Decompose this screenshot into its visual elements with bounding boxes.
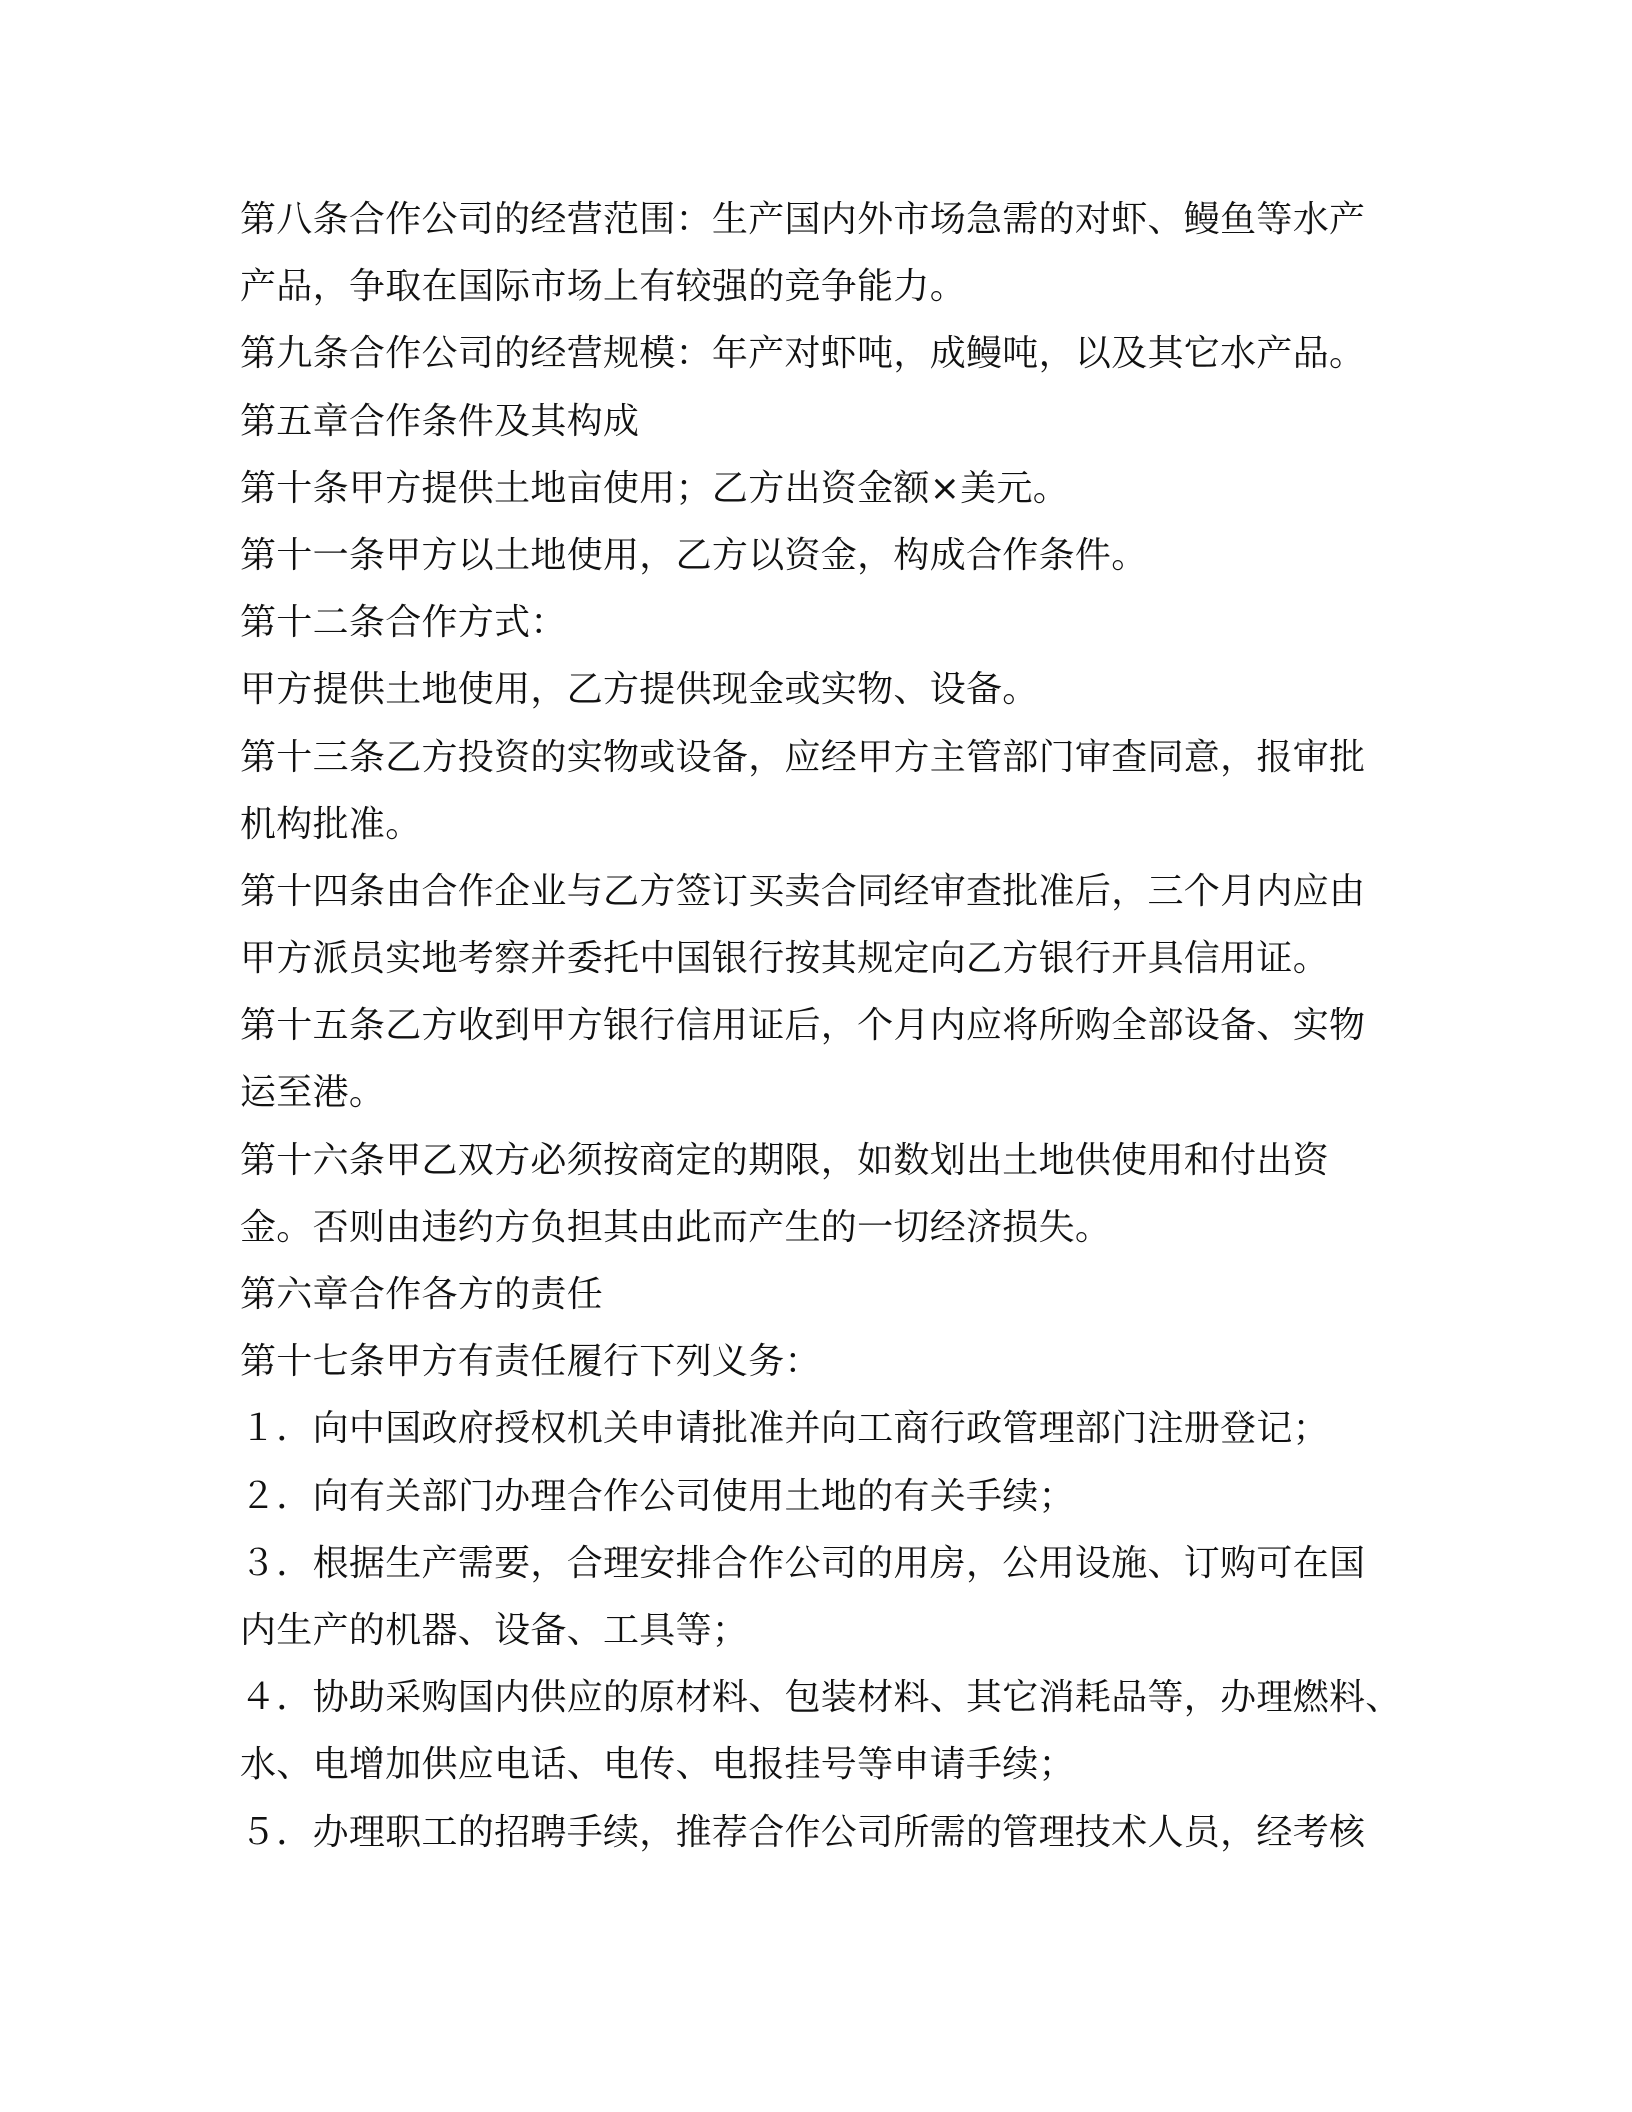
text-line: 第十一条甲方以土地使用，乙方以资金，构成合作条件。 bbox=[240, 534, 1148, 576]
text-line: 水、电增加供应电话、电传、电报挂号等申请手续； bbox=[240, 1744, 1075, 1786]
list-item: ５．办理职工的招聘手续，推荐合作公司所需的管理技术人员，经考核 bbox=[240, 1811, 1366, 1853]
text-line: 甲方提供土地使用，乙方提供现金或实物、设备。 bbox=[240, 669, 1039, 711]
text-line: 金。否则由违约方负担其由此而产生的一切经济损失。 bbox=[240, 1206, 1112, 1248]
document-body bbox=[240, 186, 1400, 1866]
text-line: 甲方派员实地考察并委托中国银行按其规定向乙方银行开具信用证。 bbox=[240, 938, 1330, 980]
text-line: 产品，争取在国际市场上有较强的竞争能力。 bbox=[240, 266, 967, 308]
chapter-heading: 第五章合作条件及其构成 bbox=[240, 400, 640, 442]
text-line: 第十四条由合作企业与乙方签订买卖合同经审查批准后，三个月内应由 bbox=[240, 870, 1366, 912]
text-line: 第十七条甲方有责任履行下列义务： bbox=[240, 1341, 821, 1383]
text-line: 运至港。 bbox=[240, 1072, 386, 1114]
list-item: ４．协助采购国内供应的原材料、包装材料、其它消耗品等，办理燃料、 bbox=[240, 1677, 1402, 1719]
text-line: 第十条甲方提供土地亩使用；乙方出资金额×美元。 bbox=[240, 467, 1070, 509]
text-line: 第九条合作公司的经营规模：年产对虾吨，成鳗吨，以及其它水产品。 bbox=[240, 333, 1366, 375]
list-item: ３．根据生产需要，合理安排合作公司的用房，公用设施、订购可在国 bbox=[240, 1542, 1366, 1584]
text-line: 第十二条合作方式： bbox=[240, 602, 567, 644]
text-line: 机构批准。 bbox=[240, 803, 422, 845]
list-item: ２．向有关部门办理合作公司使用土地的有关手续； bbox=[240, 1475, 1075, 1517]
text-line: 第八条合作公司的经营范围：生产国内外市场急需的对虾、鳗鱼等水产 bbox=[240, 199, 1366, 240]
text-line: 第十三条乙方投资的实物或设备，应经甲方主管部门审查同意，报审批 bbox=[240, 736, 1366, 778]
text-line: 第十六条甲乙双方必须按商定的期限，如数划出土地供使用和付出资 bbox=[240, 1139, 1330, 1181]
list-item: １．向中国政府授权机关申请批准并向工商行政管理部门注册登记； bbox=[240, 1408, 1330, 1450]
chapter-heading: 第六章合作各方的责任 bbox=[240, 1274, 604, 1315]
text-line: 内生产的机器、设备、工具等； bbox=[240, 1609, 749, 1651]
text-line: 第十五条乙方收到甲方银行信用证后，个月内应将所购全部设备、实物 bbox=[240, 1005, 1366, 1047]
